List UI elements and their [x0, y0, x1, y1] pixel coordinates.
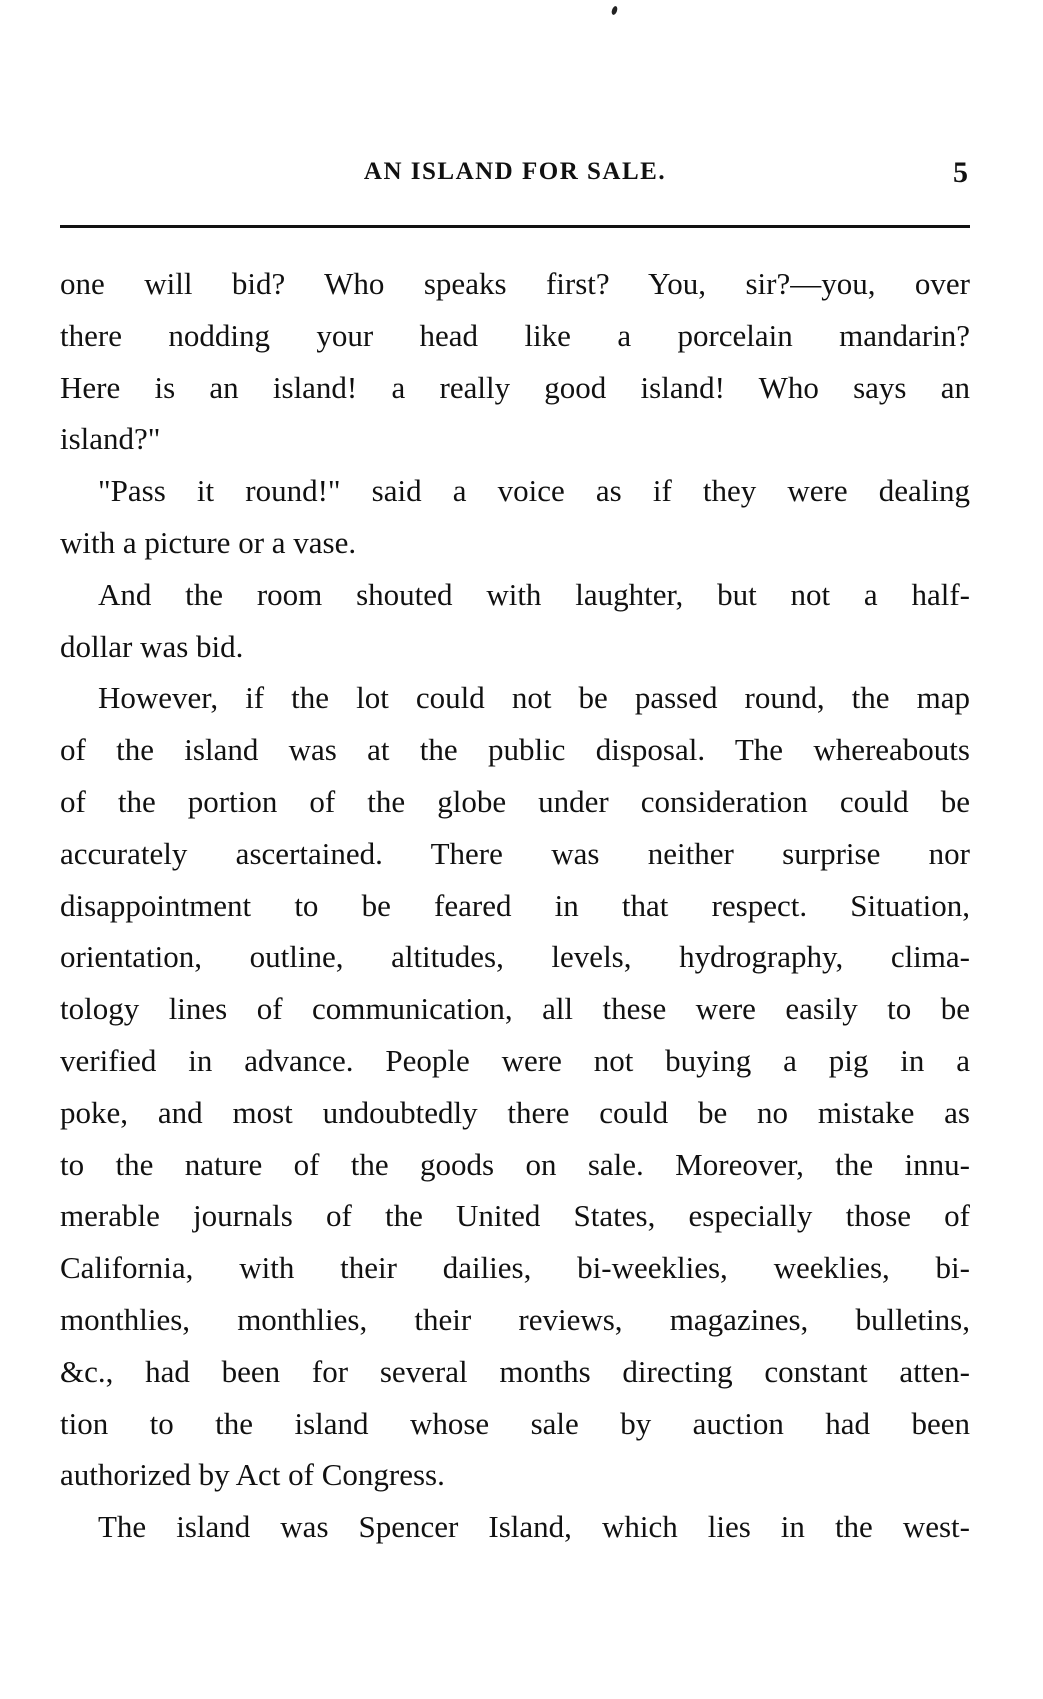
- text-line: to the nature of the goods on sale. Moreover, the innu-: [60, 1146, 970, 1182]
- text-line: poke, and most undoubtedly there could be no mistake as: [60, 1094, 970, 1130]
- text-line: Here is an island! a really good island! Who says an: [60, 369, 970, 405]
- text-line: And the room shouted with laughter, but not a half-: [98, 576, 970, 612]
- text-line: tion to the island whose sale by auction had been: [60, 1405, 970, 1441]
- running-head-title: AN ISLAND FOR SALE.: [363, 158, 667, 185]
- text-line: of the island was at the public disposal. The whereabouts: [60, 732, 970, 768]
- text-line: monthlies, monthlies, their reviews, magazines, bulletins,: [60, 1301, 970, 1337]
- text-line: authorized by Act of Congress.: [60, 1457, 445, 1493]
- body-text: [60, 258, 970, 1553]
- text-line: accurately ascertained. There was neither surprise nor: [60, 835, 970, 871]
- text-line: one will bid? Who speaks first? You, sir?—you, over: [60, 266, 970, 301]
- text-line: orientation, outline, altitudes, levels, hydrography, clima-: [60, 939, 970, 975]
- text-line: California, with their dailies, bi-weeklies, weeklies, bi-: [60, 1250, 970, 1286]
- text-line: with a picture or a vase.: [60, 524, 357, 560]
- text-line: of the portion of the globe under consideration could be: [60, 783, 970, 819]
- text-line: The island was Spencer Island, which lies in the west-: [98, 1509, 970, 1545]
- text-line: dollar was bid.: [60, 628, 244, 664]
- text-line: However, if the lot could not be passed round, the map: [98, 680, 970, 716]
- text-line: &c., had been for several months directing constant atten-: [60, 1353, 970, 1389]
- page-number: 5: [953, 156, 968, 189]
- text-line: verified in advance. People were not buying a pig in a: [60, 1042, 970, 1078]
- text-line: disappointment to be feared in that respect. Situation,: [60, 887, 970, 923]
- text-line: "Pass it round!" said a voice as if they were dealing: [98, 473, 970, 509]
- running-head: [60, 158, 970, 198]
- header-rule: [60, 225, 970, 228]
- ink-speck: [611, 5, 619, 15]
- text-line: island?": [60, 421, 161, 457]
- text-line: merable journals of the United States, especially those of: [60, 1198, 970, 1234]
- text-line: there nodding your head like a porcelain mandarin?: [60, 317, 970, 353]
- text-line: tology lines of communication, all these were easily to be: [60, 991, 970, 1027]
